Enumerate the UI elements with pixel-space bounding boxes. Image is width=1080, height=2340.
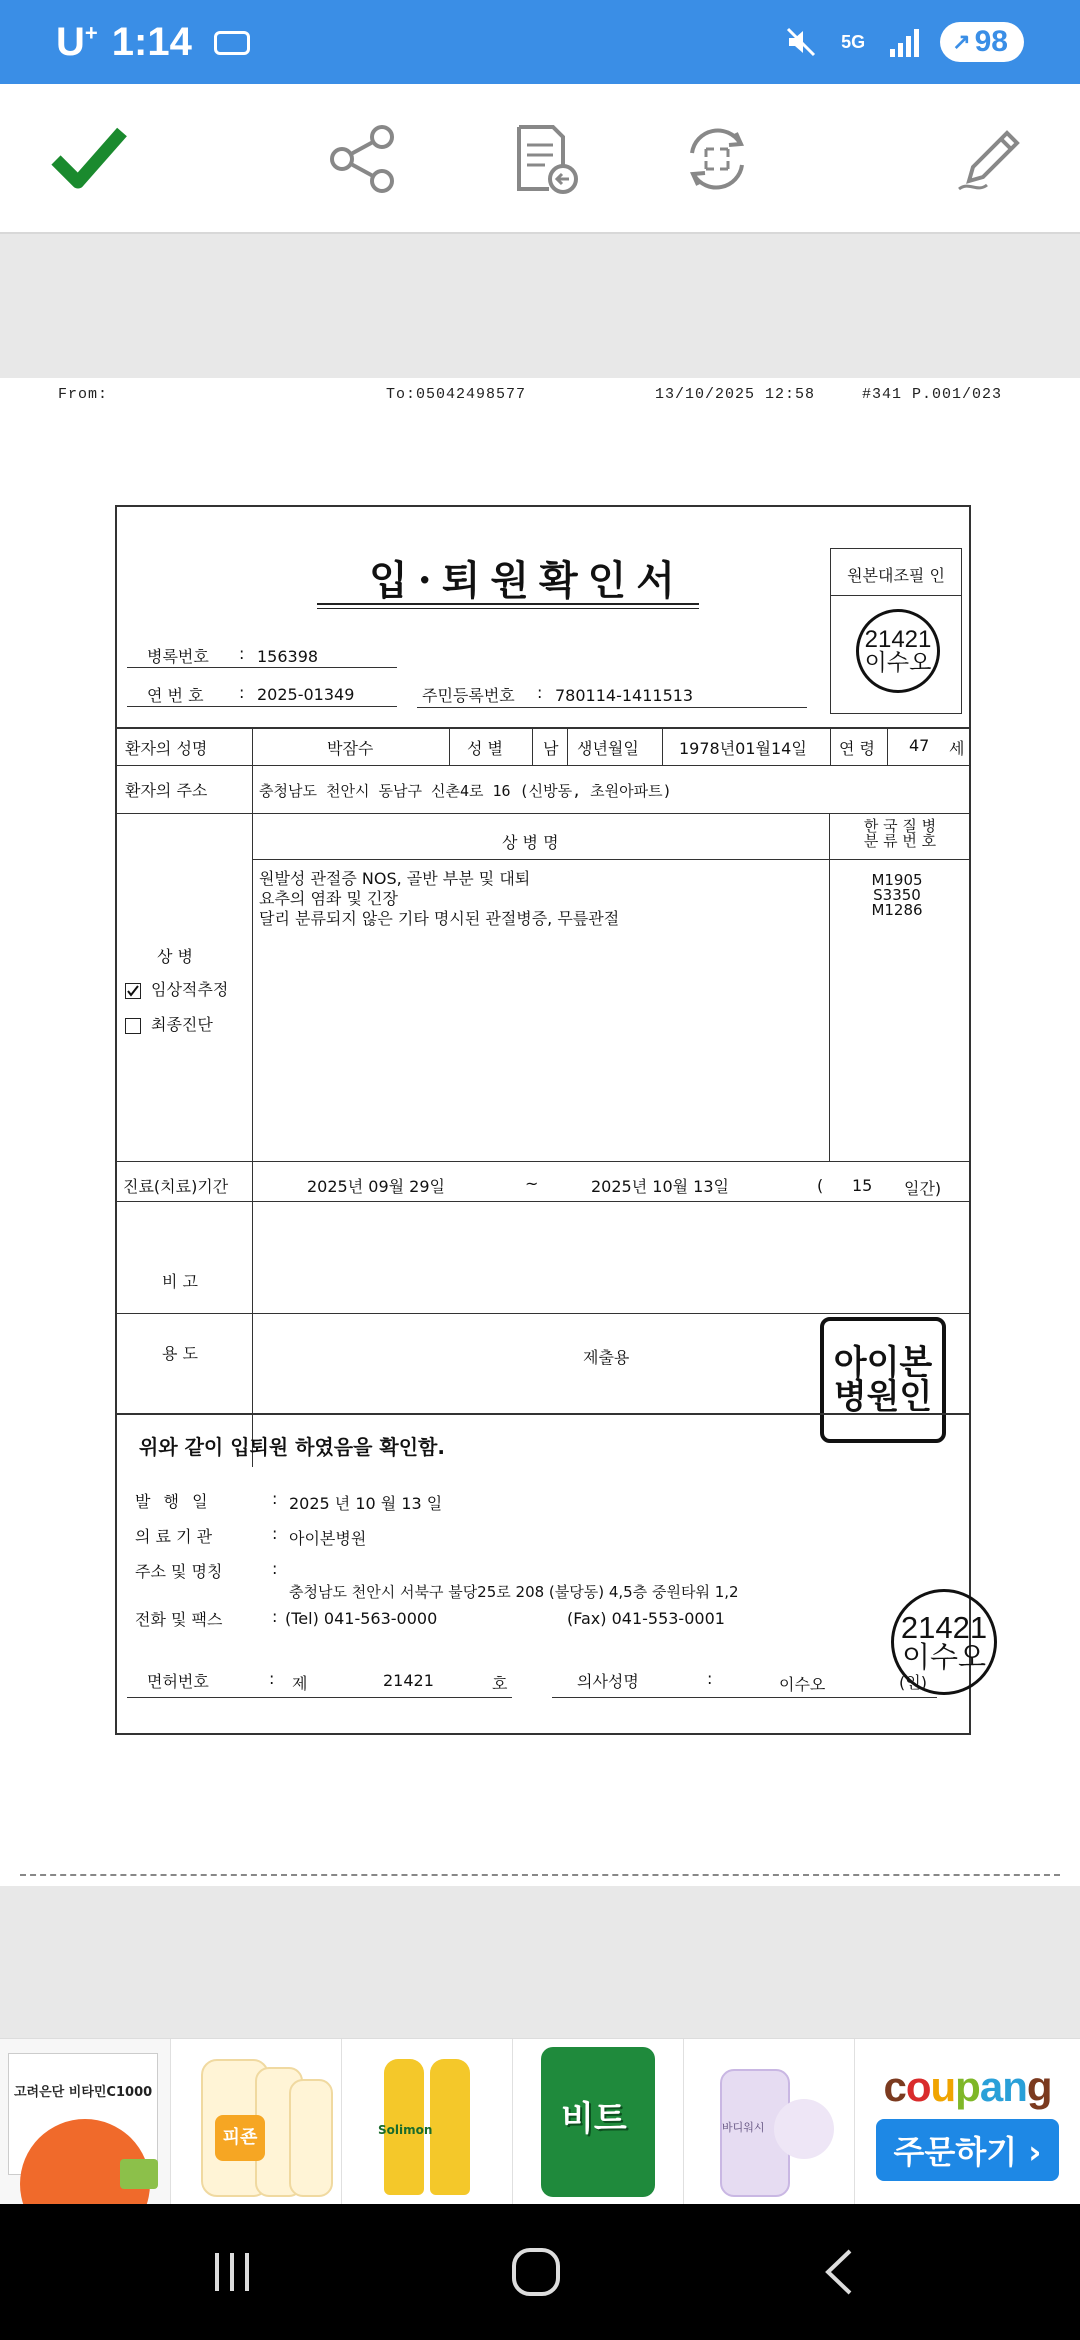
status-bar <box>0 0 1080 84</box>
battery-indicator: ↗ 98 <box>940 22 1024 62</box>
serial-no: 2025-01349 <box>257 685 355 704</box>
period-label: 진료(치료)기간 <box>123 1177 229 1196</box>
code-list <box>857 873 937 918</box>
address-name-label: 주소 및 명칭 <box>135 1562 223 1581</box>
ad-item[interactable]: 피죤 <box>171 2039 342 2205</box>
age-value: 47 <box>909 736 930 755</box>
original-copy-box <box>830 548 962 714</box>
share-icon <box>328 123 398 195</box>
coupang-logo: coupang <box>883 2063 1052 2110</box>
admission-certificate-form: 입·퇴원확인서 원본대조필 인 21421 이수오 병록번호 : 156398 연 번 호 : 2025-01349 주민등록번호 : 780114-1411513 환자의 성명 박잠수 성 별 남 생년월일 1978년01월14일 연 령 47 세 환자의 주소 충청남도 천안시 동남구 신촌4로 16 (신방동, 초원아파트) 상 병 명 한 국 질 병 분 류 번 호 상 병 임상적추정 최종진단 원발성 관절증 NOS, 골반 부분 및 대퇴 요추의 염좌 및 긴장 달리 분류되지 않은 기타 명시된 관절병증, 무릎관절 M1905 S3350 M1286 진료(치료)기간 2025년 09월 29일 ~ 2025년 10월 13일 ( 15 일간) 비 고 용 도 제출용 아이본 병원인 위와 같이 입퇴원 하였음을 확인함. 발 행 일 : 2025 년 10 월 13 일 의 료 기 관 : 아이본병원 주소 및 명칭 : 충청남도 천안시 서북구 불당25로 208 (불당동) 4,5층 중원타워 1,2 전화 및 팩스 : (Tel) 041-563-0000 (Fax) 041-553-0001 21421 이수오 면허번호 : 제 21421 호 의사성명 : 이수오 (인) <box>115 505 971 1735</box>
final-option[interactable]: 최종진단 <box>125 1012 213 1035</box>
network-5g-icon: 5G <box>841 32 866 52</box>
order-button[interactable]: 주문하기 › <box>876 2119 1060 2181</box>
confirm-statement: 위와 같이 입퇴원 하였음을 확인함. <box>139 1435 445 1459</box>
mute-icon <box>784 25 818 59</box>
home-button[interactable] <box>496 2242 576 2302</box>
purpose-label: 용 도 <box>162 1344 198 1363</box>
code-item: M1905 <box>871 871 923 889</box>
recents-icon <box>209 2249 255 2295</box>
back-icon <box>820 2247 860 2297</box>
final-checkbox[interactable] <box>125 1018 141 1034</box>
diagnosis-item: 요추의 염좌 및 긴장 <box>259 889 398 908</box>
sex-value: 남 <box>543 739 559 758</box>
fax-document <box>0 378 1080 1886</box>
diagnosis-section-label: 상 병 <box>157 947 193 966</box>
issue-date: 2025 년 10 월 13 일 <box>289 1494 443 1513</box>
voicemail-icon <box>214 31 250 55</box>
institution-fax: (Fax) 041-553-0001 <box>567 1609 725 1628</box>
period-start: 2025년 09월 29일 <box>307 1177 445 1196</box>
share-button[interactable] <box>318 114 408 204</box>
diagnosis-item: 달리 분류되지 않은 기타 명시된 관절병증, 무릎관절 <box>259 909 620 928</box>
coupang-ad[interactable] <box>855 2039 1080 2205</box>
institution-tel: (Tel) 041-563-0000 <box>285 1609 438 1628</box>
leaf-icon: ↗ <box>952 29 971 54</box>
document-button[interactable] <box>500 114 590 204</box>
code-header: 한 국 질 병 분 류 번 호 <box>863 817 937 850</box>
patient-address: 충청남도 천안시 동남구 신촌4로 16 (신방동, 초원아파트) <box>259 782 672 800</box>
doctor-seal: 21421 이수오 <box>856 609 940 693</box>
code-item: S3350 <box>873 886 921 904</box>
title-underline <box>317 603 699 609</box>
document-bottom-margin <box>0 1886 1080 2038</box>
fax-to: To:05042498577 <box>386 386 527 403</box>
ad-banner[interactable] <box>0 2038 1080 2205</box>
period-days: 15 <box>852 1176 873 1195</box>
ad-item[interactable]: Solimon <box>342 2039 513 2205</box>
fax-datetime: 13/10/2025 12:58 <box>655 386 816 403</box>
ad-item[interactable]: 비트 <box>513 2039 684 2205</box>
diagnosis-header: 상 병 명 <box>502 833 559 852</box>
recents-button[interactable] <box>192 2242 272 2302</box>
period-separator: ~ <box>525 1174 539 1193</box>
birth-label: 생년월일 <box>577 739 639 758</box>
page-title: 입·퇴원확인서 <box>369 557 685 604</box>
doctor-name: 이수오 <box>779 1675 826 1694</box>
clock: 1:14 <box>111 20 192 64</box>
status-left <box>56 20 250 65</box>
sign-button[interactable] <box>946 114 1036 204</box>
back-button[interactable] <box>800 2242 880 2302</box>
confirm-button[interactable] <box>44 114 134 204</box>
remarks-label: 비 고 <box>162 1272 198 1291</box>
phone-fax-label: 전화 및 팩스 <box>135 1610 223 1629</box>
record-no: 156398 <box>257 647 319 666</box>
doctor-seal-bottom: 21421 이수오 <box>891 1589 997 1695</box>
record-no-label: 병록번호 <box>147 647 209 666</box>
license-no: 21421 <box>383 1671 434 1690</box>
code-item: M1286 <box>871 901 923 919</box>
fax-from: From: <box>58 386 109 403</box>
signal-icon <box>888 25 922 59</box>
resident-no: 780114-1411513 <box>555 686 694 705</box>
institution-address: 충청남도 천안시 서북구 불당25로 208 (불당동) 4,5층 중원타워 1,2 <box>289 1583 739 1601</box>
pen-icon <box>955 123 1027 195</box>
doctor-label: 의사성명 <box>577 1672 639 1691</box>
patient-name-label: 환자의 성명 <box>125 739 208 758</box>
clinical-checkbox[interactable] <box>125 983 141 999</box>
ad-item[interactable]: 바디워시 <box>684 2039 855 2205</box>
age-unit: 세 <box>949 739 965 758</box>
clinical-option[interactable]: 임상적추정 <box>125 977 228 1000</box>
hospital-seal: 아이본 병원인 <box>820 1317 946 1443</box>
fax-page: #341 P.001/023 <box>862 386 1003 403</box>
serial-label: 연 번 호 <box>147 686 204 705</box>
purpose-value: 제출용 <box>583 1348 630 1367</box>
diagnosis-list <box>259 869 619 929</box>
period-days-unit: 일간) <box>904 1179 942 1198</box>
address-label: 환자의 주소 <box>125 781 208 800</box>
ad-item[interactable]: 고려은단 비타민C1000 <box>0 2039 171 2205</box>
diagnosis-item: 원발성 관절증 NOS, 골반 부분 및 대퇴 <box>259 869 531 888</box>
institution-label: 의 료 기 관 <box>135 1527 213 1546</box>
check-icon <box>50 124 128 194</box>
patient-name: 박잠수 <box>327 739 374 758</box>
rotate-crop-button[interactable] <box>672 114 762 204</box>
sex-label: 성 별 <box>467 739 503 758</box>
carrier-label: U+ <box>56 20 98 64</box>
age-label: 연 령 <box>839 739 875 758</box>
institution-name: 아이본병원 <box>289 1529 367 1548</box>
document-icon <box>509 123 581 195</box>
period-end: 2025년 10월 13일 <box>591 1177 729 1196</box>
home-icon <box>510 2246 562 2298</box>
issue-date-label: 발 행 일 <box>135 1492 212 1511</box>
navigation-bar <box>0 2204 1080 2340</box>
license-label: 면허번호 <box>147 1672 209 1691</box>
original-label: 원본대조필 인 <box>847 566 945 585</box>
toolbar <box>0 84 1080 234</box>
status-right <box>784 22 1024 62</box>
resident-no-label: 주민등록번호 <box>422 686 515 705</box>
birth-date: 1978년01월14일 <box>679 739 807 758</box>
rotate-crop-icon <box>680 123 754 195</box>
